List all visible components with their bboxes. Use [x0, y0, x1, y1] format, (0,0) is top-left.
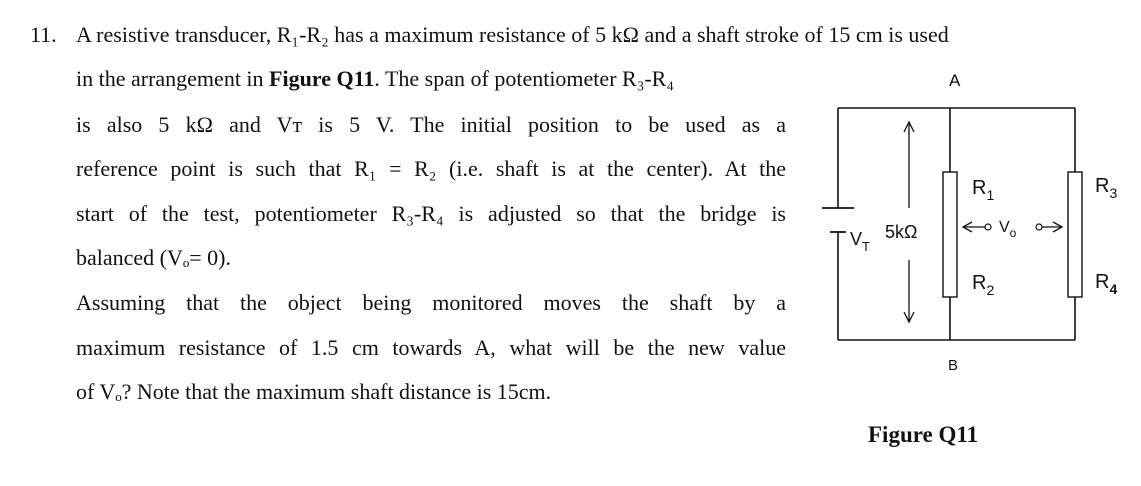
question-line-2-pre: in the arrangement in: [76, 66, 270, 91]
question-line-4: reference point is such that R₁ = R₂ (i.e. shaft is at the center). At the: [76, 156, 786, 181]
node-a-label: A: [949, 71, 961, 90]
vo-label: $V_o$: [999, 219, 1017, 240]
vt-label: $V_T$: [850, 229, 870, 254]
question-line-1: A resistive transducer, R₁-R₂ has a maximum resistance of 5 kΩ and a shaft stroke of 15 cm is used: [76, 22, 949, 47]
r1-r2-potentiometer: [943, 172, 957, 297]
r4-label: $R_4$: [1095, 271, 1118, 297]
question-line-7: Assuming that the object being monitored moves the shaft by a: [76, 290, 786, 315]
r3-r4-potentiometer: [1068, 172, 1082, 297]
question-line-8: maximum resistance of 1.5 cm towards A, what will be the new value: [76, 335, 786, 360]
question-line-2: [76, 66, 674, 92]
question-line-5: start of the test, potentiometer R₃-R₄ is adjusted so that the bridge is: [76, 201, 786, 226]
r2-label: $R_2$: [972, 272, 995, 298]
figure-caption: Figure Q11: [868, 422, 979, 447]
r1-label: $R_1$: [972, 177, 995, 203]
question-line-3: is also 5 kΩ and Vᴛ is 5 V. The initial position to be used as a: [76, 112, 786, 137]
node-b-label: B: [948, 357, 959, 374]
question-number: 11.: [30, 22, 57, 47]
question-line-2-post: . The span of potentiometer R₃-R₄: [374, 66, 675, 91]
question-line-6: balanced (Vₒ= 0).: [76, 245, 231, 270]
figure-reference: Figure Q11: [269, 66, 375, 91]
span-label: 5kΩ: [885, 222, 918, 242]
bridge-circuit-diagram: [810, 60, 1141, 380]
r3-label: $R_3$: [1095, 175, 1118, 201]
question-line-9: of Vₒ? Note that the maximum shaft distance is 15cm.: [76, 379, 552, 404]
